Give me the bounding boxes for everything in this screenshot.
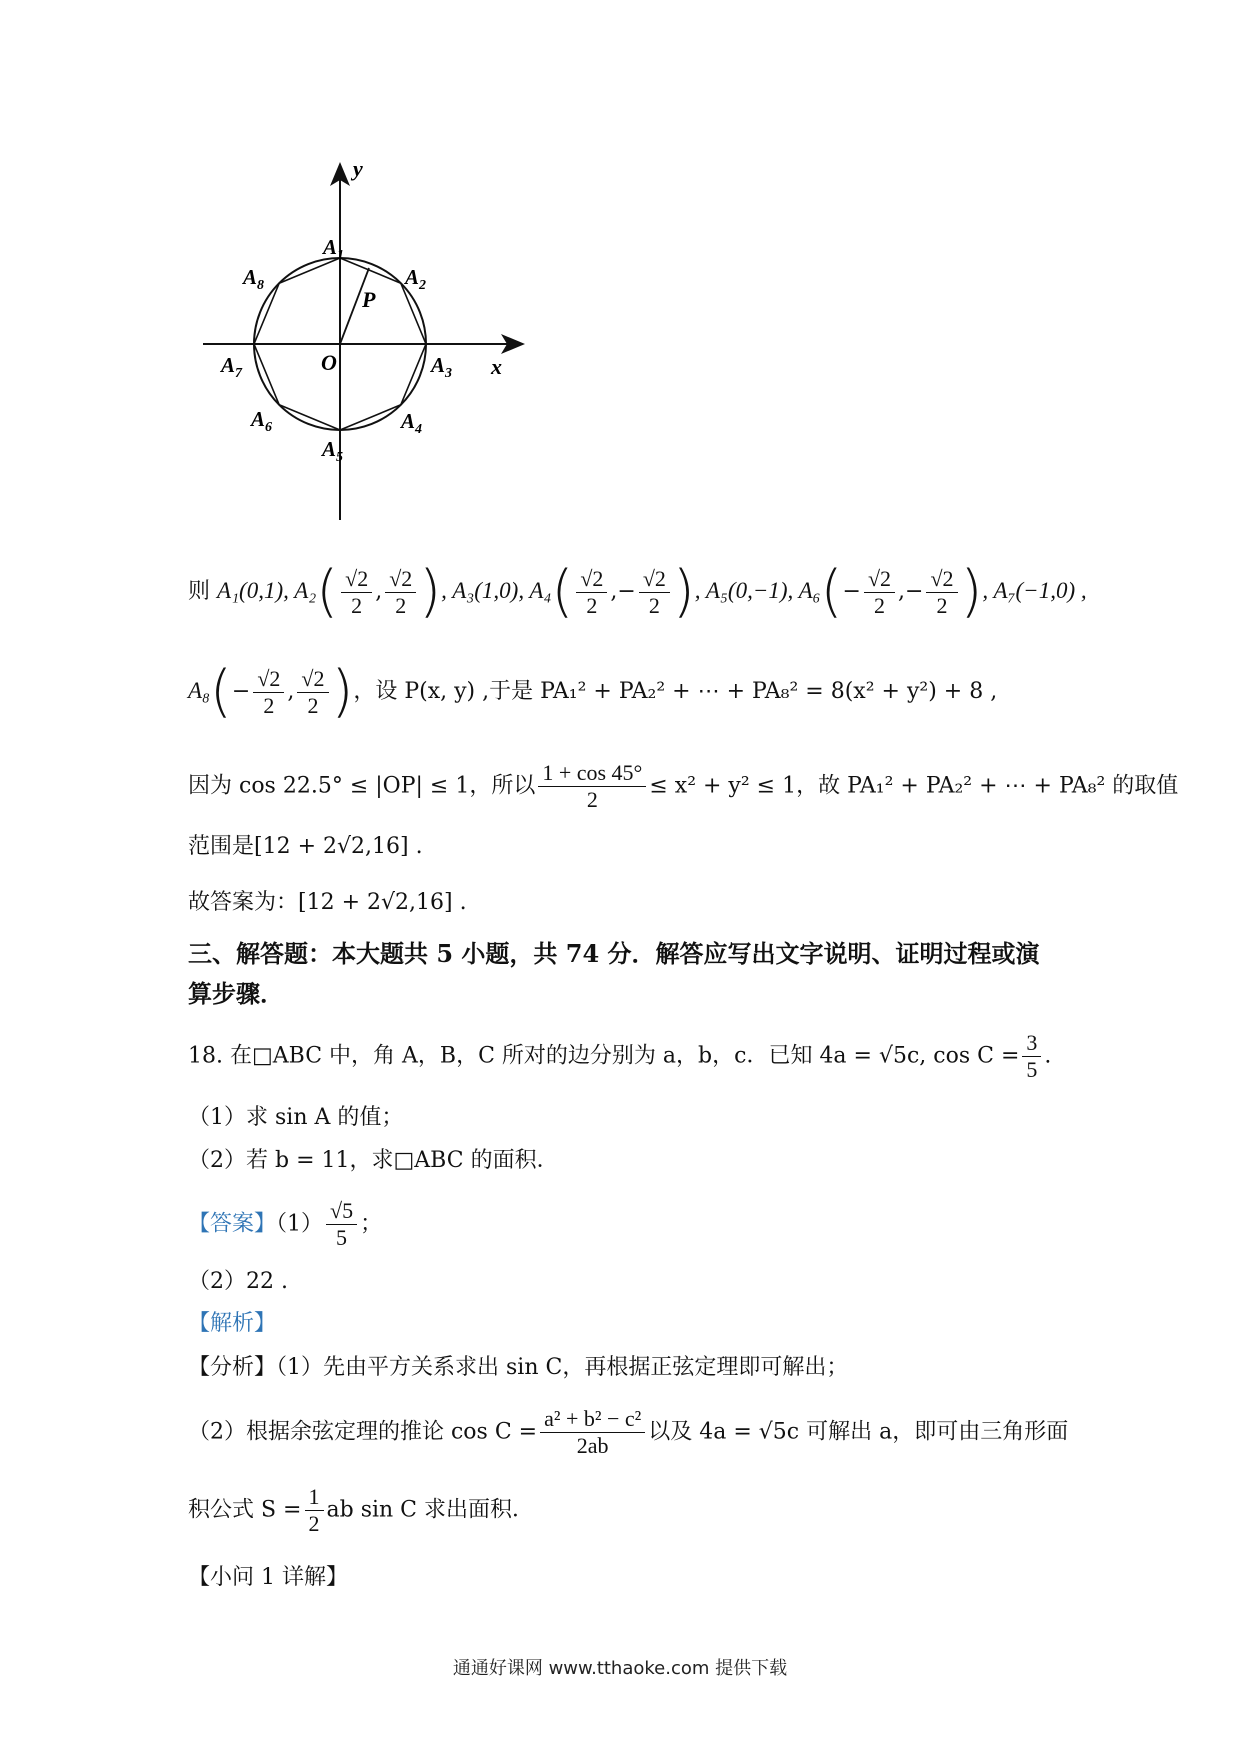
answer-tag: 【答案】: [188, 1211, 277, 1237]
octagon-figure: [195, 160, 535, 525]
footer: 通通好课网 www.tthaoke.com 提供下载: [452, 1658, 788, 1679]
label-a5: $A_5$: [322, 437, 344, 465]
fenxi-line-1: 【分析】（1）先由平方关系求出 sin C，再根据正弦定理即可解出；: [188, 1355, 849, 1380]
label-a2: $A_2$: [405, 265, 427, 293]
subquestion-1-heading: 【小问 1 详解】: [188, 1565, 348, 1590]
fenxi-line-3: 积公式 S = $\frac{1}{2}$ ab sin C 求出面积．: [188, 1484, 535, 1536]
sol-line-5: 故答案为：[12 + 2√2,16] .: [188, 890, 467, 915]
label-o: O: [321, 350, 337, 375]
analysis-tag: 【解析】: [188, 1311, 277, 1336]
q18-part1: （1）求 sin A 的值；: [188, 1105, 404, 1130]
q18-part2: （2）若 b = 11，求□ABC 的面积．: [188, 1148, 559, 1173]
label-a7: $A_7$: [221, 353, 243, 381]
q18-answer-1: 【答案】（1） $\frac{√5}{5}$ ；: [188, 1198, 383, 1250]
label-a3: $A_3$: [431, 353, 453, 381]
fenxi-line-2: （2）根据余弦定理的推论 cos C = $\frac{\text{a² + b² − c²}}{2ab}$ 以及 4a = √5c 可解出 a，即可由三角形面: [188, 1406, 1069, 1458]
label-x: x: [491, 354, 502, 379]
label-a1: $A_1$: [323, 235, 345, 263]
section-heading-1: 三、解答题：本大题共 5 小题，共 74 分．解答应写出文字说明、证明过程或演: [188, 939, 1040, 968]
q18-stem: 18. 在□ABC 中，角 A，B，C 所对的边分别为 a，b，c．已知 4a = √5c, cos C = $\frac{3}{5}$ .: [188, 1030, 1052, 1082]
label-a8: $A_8$: [243, 265, 265, 293]
sol-line-4: 范围是[12 + 2√2,16] .: [188, 834, 423, 859]
label-p: P: [362, 287, 376, 312]
label-a6: $A_6$: [251, 407, 273, 435]
sol-line-2: A₈(− $\frac{√2}{2}$ , $\frac{√2}{2}$ )，设 P(x, y) ,于是 PA₁² + PA₂² + ⋯ + PA₈² = 8(x² + y²) + 8 ,: [188, 659, 998, 724]
q18-answer-2: （2）22 .: [188, 1269, 288, 1294]
section-heading-2: 算步骤．: [188, 979, 284, 1008]
sol-line-1: 则 A₁(0,1), A₂( $\frac{√2}{2}$ , $\frac{√2}{2}$ ), A₃(1,0), A₄( $\frac{√2}{2}$ ,− $\frac{√2}{2}$ ), A₅(0,−1), A₆(− $\frac{√2}{2}$ ,− $\frac{√2}{2}$ ), A₇(−1,0) ,: [188, 559, 1087, 624]
label-y: y: [353, 160, 363, 181]
sol-line-3: 因为 cos 22.5° ≤ |OP| ≤ 1，所以 $\frac{1 + \cos 45^\circ}{2}$ ≤ x² + y² ≤ 1，故 PA₁² + PA₂² + ⋯ + PA₈² 的取值: [188, 760, 1179, 812]
label-a4: $A_4$: [401, 409, 423, 437]
